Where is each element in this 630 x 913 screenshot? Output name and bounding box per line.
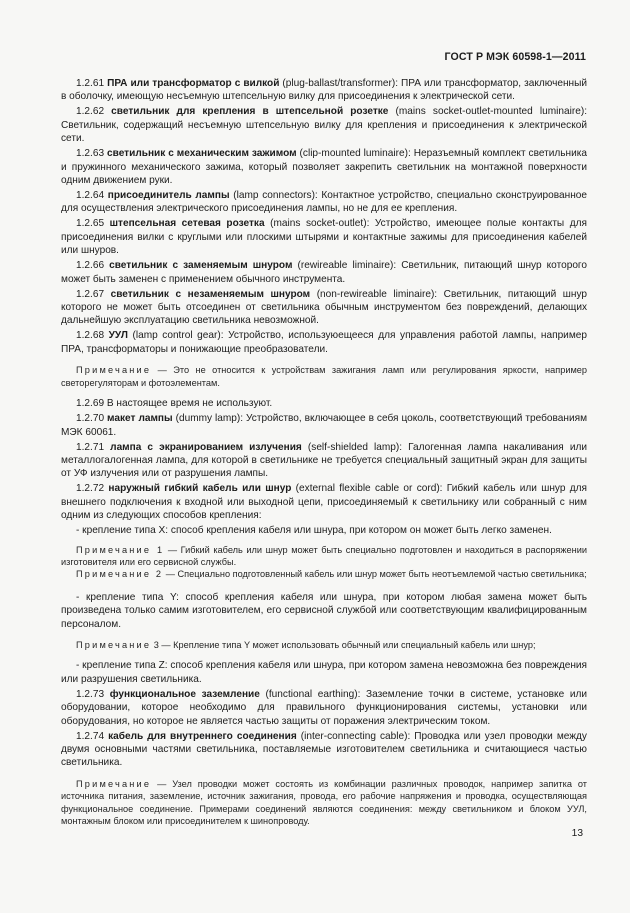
page-content xyxy=(61,77,587,835)
term-1-2-66: 1.2.66 светильник с заменяемым шнуром (rewireable liminaire): Светильник, питающий шнур которого может быть заменен с применением обычного инструмента. xyxy=(61,260,588,285)
note-2: Примечание 2 — Специально подготовленный кабель или шнур может быть неотъемлемой частью светильника; xyxy=(76,569,587,580)
term-1-2-70: 1.2.70 макет лампы (dummy lamp): Устройство, включающее в себя цоколь, соответствующий требованиям МЭК 60061. xyxy=(61,413,588,438)
term-1-2-63: 1.2.63 светильник с механическим зажимом (clip-mounted luminaire): Неразъемный комплект светильника и пружинного механического зажима, который позволяет закрепить светильник на монтажной поверхности одним движением руки. xyxy=(61,148,587,187)
term-1-2-72: 1.2.72 наружный гибкий кабель или шнур (external flexible cable or cord): Гибкий кабель или шнур для внешнего подключения к входной или выходной цепи, присоединяемый к светильнику или собранный с ним одним из следующих способов крепления: xyxy=(61,483,587,522)
bullet-type-y: - крепление типа Y: способ крепления кабеля или шнура, при котором любая замена может быть произведена только самим изготовителем, его сервисной службой или соответствующим квалифицированным персоналом. xyxy=(61,591,587,630)
bullet-type-x: - крепление типа X: способ крепления кабеля или шнура, при котором он может быть легко заменен. xyxy=(76,525,552,537)
note-3: Примечание 3 — Крепление типа Y может использовать обычный или специальный кабель или шнур; xyxy=(76,639,536,650)
term-1-2-68: 1.2.68 УУЛ (lamp control gear): Устройство, используюещееся для управления работой лампы, например ПРА, трансформаторы и понижающие преобразователи. xyxy=(61,330,587,355)
note-wiring: Примечание — Узел проводки может состоять из комбинации различных проводок, например запитка от источника питания, заземление, источник зажигания, провода, его рабочие напряжения и проводка, осуществляющая функциональное соединение. Примерами соединений являются соединения: между светильником и блоком УУЛ, монтажным блоком или присоединителем к шинопроводу. xyxy=(61,778,587,827)
page-number: 13 xyxy=(571,828,583,839)
term-1-2-74: 1.2.74 кабель для внутреннего соединения (inter-connecting cable): Проводка или узел проводки между двумя основными частями светильника, поставляемые изготовителем светильника и считающиеся частью светильника. xyxy=(61,730,587,769)
term-1-2-73: 1.2.73 функциональное заземление (functional earthing): Заземление точки в системе, установке или оборудовании, которое необходимо для правильного функционирования системы, установки или оборудования, но которое не является частью защиты от поражения электрическим током. xyxy=(61,688,587,727)
term-1-2-67: 1.2.67 светильник с незаменяемым шнуром (non-rewireable liminaire): Светильник, питающий шнур которого не может быть отсоединен от светильника обычным инструментом без повреждений, делающих дальнейшую эксплуатацию светильника невозможной. xyxy=(61,288,588,327)
standard-header: ГОСТ Р МЭК 60598-1—2011 xyxy=(444,51,586,63)
term-1-2-62: 1.2.62 светильник для крепления в штепсельной розетке (mains socket-outlet-mounted luminaire): Светильник, содержащий несъемную штепсельную вилку для крепления и присоединения к электрической сети. xyxy=(61,106,588,145)
note-ignition: Примечание — Это не относится к устройствам зажигания ламп или регулирования яркости, например светорегуляторам и фотоэлементам. xyxy=(61,365,587,388)
term-1-2-61: 1.2.61 ПРА или трансформатор с вилкой (plug-ballast/transformer): ПРА или трансформатор, заключенный в оболочку, имеющую несъемную штепсельную вилку для присоединения к электрической сети. xyxy=(61,78,588,103)
term-1-2-64: 1.2.64 присоединитель лампы (lamp connectors): Контактное устройство, специально сконструированное для осуществления электрического присоединения лампы, но не для ее крепления. xyxy=(61,190,587,215)
term-1-2-65: 1.2.65 штепсельная сетевая розетка (mains socket-outlet): Устройство, имеющее полые контакты для присоединения вилки с круглыми или плоскими штырями и контактные зажимы для присоединения кабелей или шнуров. xyxy=(61,218,587,257)
bullet-type-z: - крепление типа Z: способ крепления кабеля или шнура, при котором замена невозможна без повреждения или разрушения светильника. xyxy=(61,660,587,685)
note-1: Примечание 1 — Гибкий кабель или шнур может быть специально подготовлен и находиться в распоряжении изготовителя или его сервисной службы. xyxy=(61,544,587,567)
term-1-2-71: 1.2.71 лампа с экранированием излучения (self-shielded lamp): Галогенная лампа накаливания или металлогалогенная лампа, для которой в светильнике не требуется специальный защитный экран для защиты от УФ излучения или от разрушения лампы. xyxy=(61,441,587,480)
term-1-2-69: 1.2.69 В настоящее время не используют. xyxy=(76,398,273,410)
